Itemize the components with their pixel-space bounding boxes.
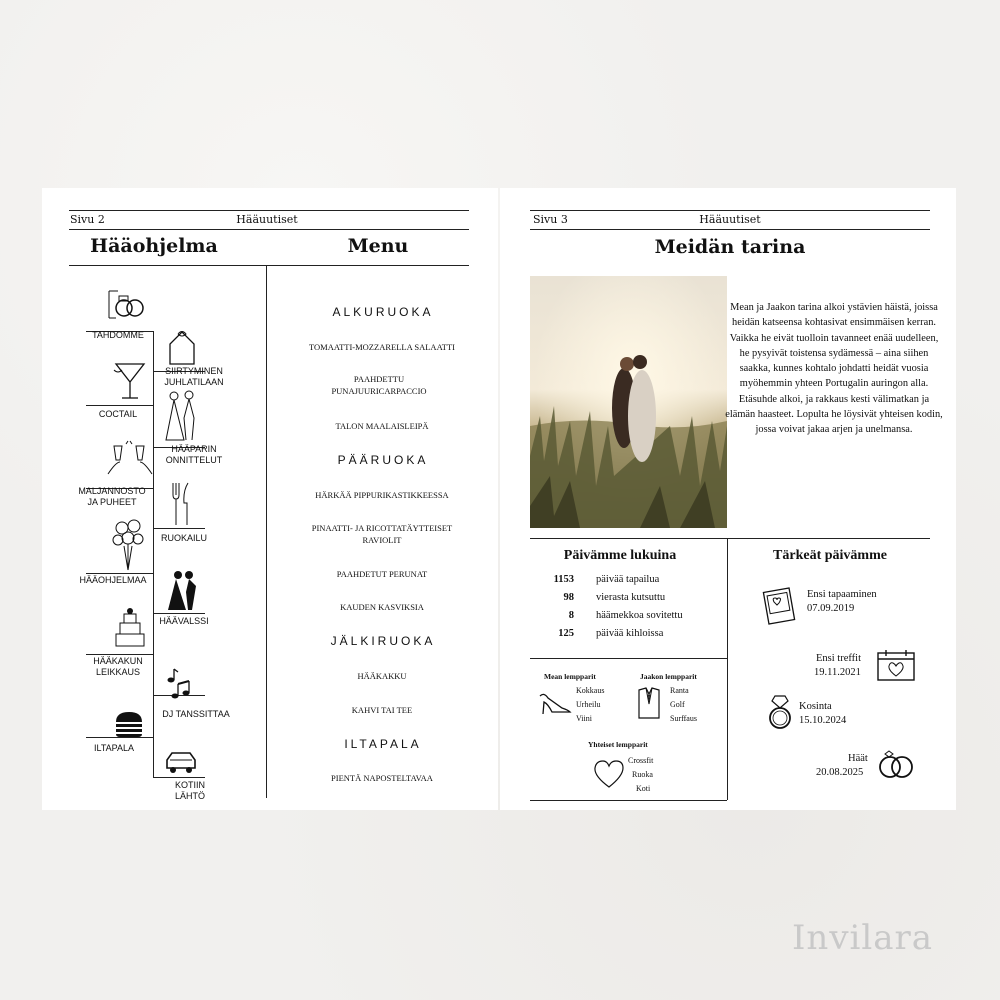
story-title: Meidän tarina	[654, 236, 806, 258]
menu-heading: JÄLKIRUOKA	[330, 634, 436, 648]
menu-item: TOMAATTI-MOZZARELLA SALAATTI	[309, 342, 455, 352]
timeline-tick	[86, 405, 153, 406]
bouquet-icon	[110, 518, 148, 572]
page-number: Sivu 3	[533, 213, 568, 226]
timeline-label: TAHDOMME	[92, 330, 144, 340]
header-rule-top	[69, 210, 469, 211]
timeline-tick	[86, 573, 153, 574]
column-divider	[266, 265, 267, 798]
section-rule	[530, 538, 930, 539]
jaakko-favourite: Surffaus	[670, 714, 697, 723]
header-rule-bottom	[69, 229, 469, 230]
music-notes-icon	[166, 668, 192, 702]
timeline-label: COCTAIL	[98, 409, 138, 419]
calendar-heart-icon	[876, 648, 916, 682]
wedding-cake-icon	[112, 606, 148, 650]
car-icon	[164, 750, 198, 778]
section-rule	[530, 800, 727, 801]
timeline-label: HÄÄPARIN ONNITTELUT	[165, 444, 223, 465]
heart-icon	[592, 758, 626, 790]
header-rule-top	[530, 210, 930, 211]
header-title: Hääuutiset	[699, 213, 761, 226]
timeline-label: ILTAPALA	[93, 743, 135, 753]
menu-title: Menu	[347, 235, 409, 257]
timeline-label: HÄÄKAKUN LEIKKAUS	[93, 656, 143, 677]
timeline-tick	[86, 654, 153, 655]
fork-knife-icon	[168, 481, 194, 527]
date-label: Häät	[848, 753, 868, 764]
date-label: Ensi treffit	[816, 653, 862, 664]
menu-item: PAAHDETTU PUNAJUURICARPACCIO	[331, 374, 427, 396]
date-value: 07.09.2019	[807, 603, 855, 614]
timeline-tick	[153, 528, 205, 529]
stat-value: 8	[568, 610, 574, 621]
polaroid-hearts-icon	[762, 586, 798, 626]
wedding-rings-icon	[875, 750, 917, 780]
section-rule	[530, 658, 727, 659]
shared-favourites-title: Yhteiset lempparit	[588, 740, 648, 749]
jaakko-favourites-title: Jaakon lempparit	[640, 672, 697, 681]
stat-value: 98	[563, 592, 574, 603]
menu-item: PIENTÄ NAPOSTELTAVAA	[331, 773, 433, 783]
dates-title: Tärkeät päivämme	[773, 548, 887, 563]
menu-item: HÄRKÄÄ PIPPURIKASTIKKEESSA	[315, 490, 449, 500]
date-value: 20.08.2025	[816, 767, 864, 778]
story-text: Mean ja Jaakon tarina alkoi ystävien häistä, joissa heidän katseensa kohtasivat ensimmäisen kerran. Vaikka he eivät tuolloin tavanneet enää uudelleen, he pysyivät toistensa sydämessä – aina siihen saakka, kunnes kohtalo johdatti heidät vuosia myöhemmin yhteen Portugalin auringon alla. Etäsuhde alkoi, ja rakkaus kesti välimatkan ja elämän haasteet. Lopulta he löysivät yhteisen kodin, jossa voivat jakaa arjen ja unelmansa.	[725, 302, 943, 436]
stat-value: 125	[558, 628, 574, 639]
timeline-label: MALJANNOSTO JA PUHEET	[78, 486, 146, 507]
shared-favourite: Crossfit	[628, 756, 654, 765]
menu-item: KAUDEN KASVIKSIA	[340, 602, 424, 612]
shared-favourite: Ruoka	[632, 770, 653, 779]
timeline-label: DJ TANSSITTAA	[162, 709, 230, 719]
shared-favourite: Koti	[636, 784, 651, 793]
jaakko-favourite: Ranta	[670, 686, 689, 695]
menu-item: PAAHDETUT PERUNAT	[336, 569, 428, 579]
right-page	[500, 188, 956, 810]
section-rule	[69, 265, 469, 266]
menu-heading: ILTAPALA	[344, 737, 422, 751]
cocktail-glass-icon	[112, 360, 148, 402]
program-title: Hääohjelma	[90, 235, 218, 257]
header-rule-bottom	[530, 229, 930, 230]
timeline-label: HÄÄOHJELMAA	[79, 575, 147, 585]
column-divider	[727, 538, 728, 800]
timeline-label: KOTIIN LÄHTÖ	[174, 780, 205, 801]
numbers-title: Päivämme lukuina	[563, 548, 677, 563]
menu-item: HÄÄKAKKU	[357, 671, 407, 681]
date-value: 15.10.2024	[799, 715, 847, 726]
timeline-tick	[153, 613, 205, 614]
menu-heading: PÄÄRUOKA	[337, 453, 429, 467]
menu-item: TALON MAALAISLEIPÄ	[335, 421, 429, 431]
left-page	[42, 188, 498, 810]
timeline-label: HÄÄVALSSI	[159, 616, 209, 626]
menu-item: KAHVI TAI TEE	[351, 705, 413, 715]
house-icon	[166, 328, 198, 366]
wedding-couple-icon	[162, 388, 202, 444]
suit-icon	[636, 686, 662, 720]
timeline-label: RUOKAILU	[160, 533, 207, 543]
mea-favourite: Kokkaus	[576, 686, 605, 695]
menu-item: PINAATTI- JA RICOTTATÄYTTEISET RAVIOLIT	[311, 523, 453, 545]
diamond-ring-icon	[766, 692, 794, 730]
timeline-label: SIIRTYMINEN JUHLATILAAN	[164, 366, 224, 387]
toast-glasses-icon	[106, 440, 154, 476]
high-heel-icon	[538, 688, 572, 716]
mea-favourite: Viini	[576, 714, 592, 723]
stat-label: vierasta kutsuttu	[596, 592, 666, 603]
mea-favourite: Urheilu	[576, 700, 601, 709]
brand-watermark: Invilara	[792, 918, 934, 958]
stat-value: 1153	[553, 574, 574, 585]
mea-favourites-title: Mean lempparit	[544, 672, 596, 681]
header-title: Hääuutiset	[236, 213, 298, 226]
timeline-spine	[153, 331, 154, 778]
stat-label: päivää tapailua	[596, 574, 660, 585]
page-number: Sivu 2	[70, 213, 105, 226]
couple-photo	[530, 276, 727, 528]
date-label: Ensi tapaaminen	[807, 589, 877, 600]
stat-label: häämekkoa sovitettu	[596, 610, 683, 621]
burger-icon	[114, 710, 144, 738]
menu-heading: ALKURUOKA	[332, 305, 434, 319]
date-label: Kosinta	[799, 701, 832, 712]
date-value: 19.11.2021	[814, 667, 861, 678]
stat-label: päivää kihloissa	[596, 628, 664, 639]
rings-icon	[106, 288, 154, 322]
jaakko-favourite: Golf	[670, 700, 685, 709]
dancing-couple-icon	[166, 570, 200, 612]
